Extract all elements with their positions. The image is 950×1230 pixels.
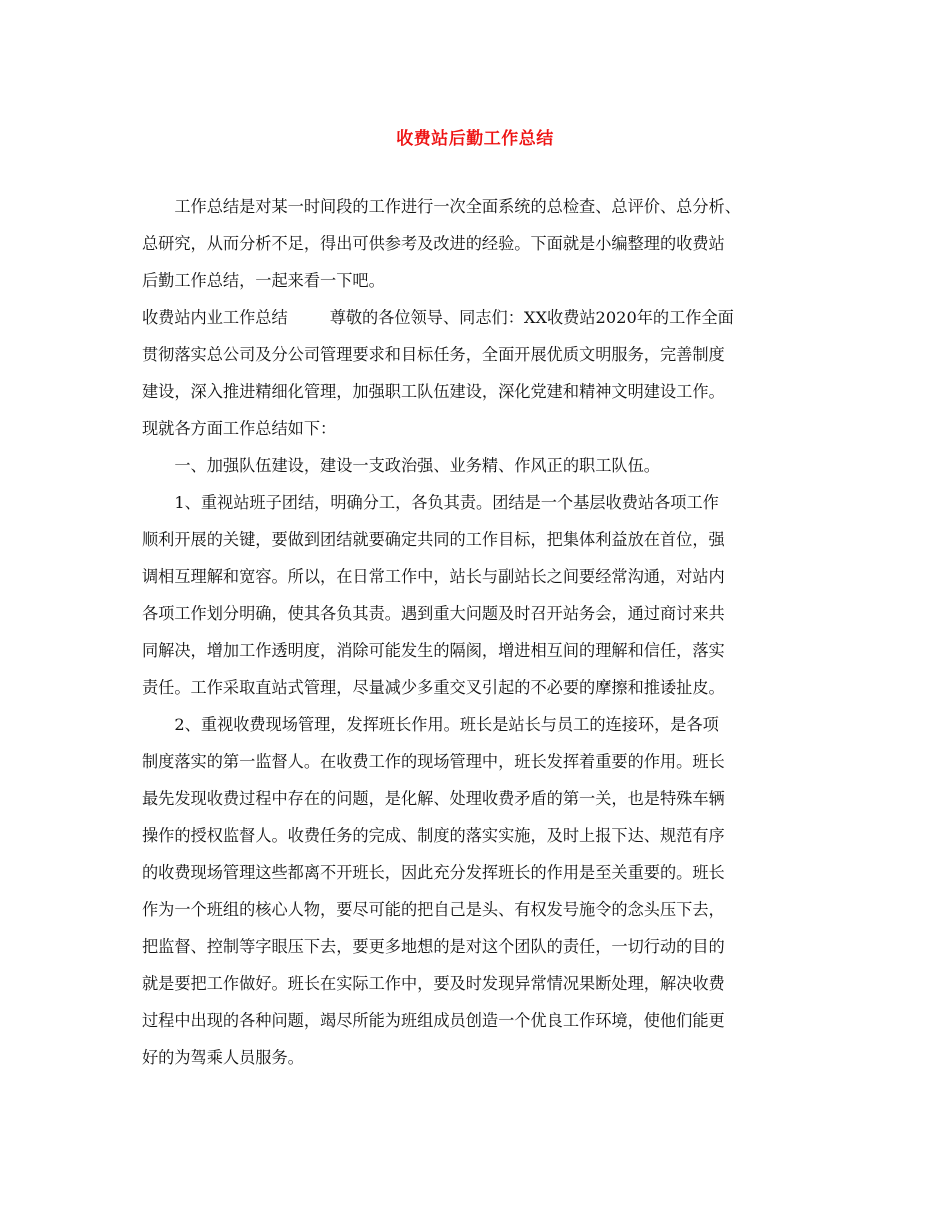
paragraph-line: 后勤工作总结，一起来看一下吧。 — [142, 271, 385, 290]
paragraph-line: 作为一个班组的核心人物，要尽可能的把自己是头、有权发号施令的念头压下去， — [142, 900, 725, 919]
paragraph-line: 好的为驾乘人员服务。 — [142, 1048, 304, 1067]
paragraph-line: 2、重视收费现场管理，发挥班长作用。班长是站长与员工的连接环，是各项 — [142, 715, 719, 734]
paragraph-line: 工作总结是对某一时间段的工作进行一次全面系统的总检查、总评价、总分析、 — [142, 197, 741, 216]
salutation-text: 尊敬的各位领导、同志们：XX收费站2020年的工作全面 — [329, 308, 734, 327]
paragraph-line: 现就各方面工作总结如下： — [142, 419, 337, 438]
paragraph-line: 调相互理解和宽容。所以，在日常工作中，站长与副站长之间要经常沟通，对站内 — [142, 567, 725, 586]
paragraph-line: 就是要把工作做好。班长在实际工作中，要及时发现异常情况果断处理，解决收费 — [142, 974, 725, 993]
paragraph-line: 建设，深入推进精细化管理，加强职工队伍建设，深化党建和精神文明建设工作。 — [142, 382, 725, 401]
section-heading: 收费站内业工作总结 — [142, 308, 288, 327]
paragraph-line: 操作的授权监督人。收费任务的完成、制度的落实实施，及时上报下达、规范有序 — [142, 826, 725, 845]
paragraph-line: 贯彻落实总公司及分公司管理要求和目标任务，全面开展优质文明服务，完善制度 — [142, 345, 725, 364]
paragraph-line: 顺利开展的关键，要做到团结就要确定共同的工作目标，把集体利益放在首位，强 — [142, 530, 725, 549]
paragraph-line: 1、重视站班子团结，明确分工，各负其责。团结是一个基层收费站各项工作 — [142, 493, 719, 512]
paragraph-line: 责任。工作采取直站式管理，尽量减少多重交叉引起的不必要的摩擦和推诿扯皮。 — [142, 678, 725, 697]
paragraph-line: 过程中出现的各种问题，竭尽所能为班组成员创造一个优良工作环境，使他们能更 — [142, 1011, 725, 1030]
paragraph-line: 各项工作划分明确，使其各负其责。遇到重大问题及时召开站务会，通过商讨来共 — [142, 604, 725, 623]
paragraph-line: 制度落实的第一监督人。在收费工作的现场管理中，班长发挥着重要的作用。班长 — [142, 752, 725, 771]
paragraph-line: 一、加强队伍建设，建设一支政治强、业务精、作风正的职工队伍。 — [142, 456, 660, 475]
paragraph-line — [142, 308, 734, 328]
paragraph-line: 最先发现收费过程中存在的问题，是化解、处理收费矛盾的第一关，也是特殊车辆 — [142, 789, 725, 808]
paragraph-line: 总研究，从而分析不足，得出可供参考及改进的经验。下面就是小编整理的收费站 — [142, 234, 725, 253]
paragraph-line: 把监督、控制等字眼压下去，要更多地想的是对这个团队的责任，一切行动的目的 — [142, 937, 725, 956]
document-title: 收费站后勤工作总结 — [396, 129, 554, 149]
paragraph-line: 的收费现场管理这些都离不开班长，因此充分发挥班长的作用是至关重要的。班长 — [142, 863, 725, 882]
paragraph-line: 同解决，增加工作透明度，消除可能发生的隔阂，增进相互间的理解和信任，落实 — [142, 641, 725, 660]
